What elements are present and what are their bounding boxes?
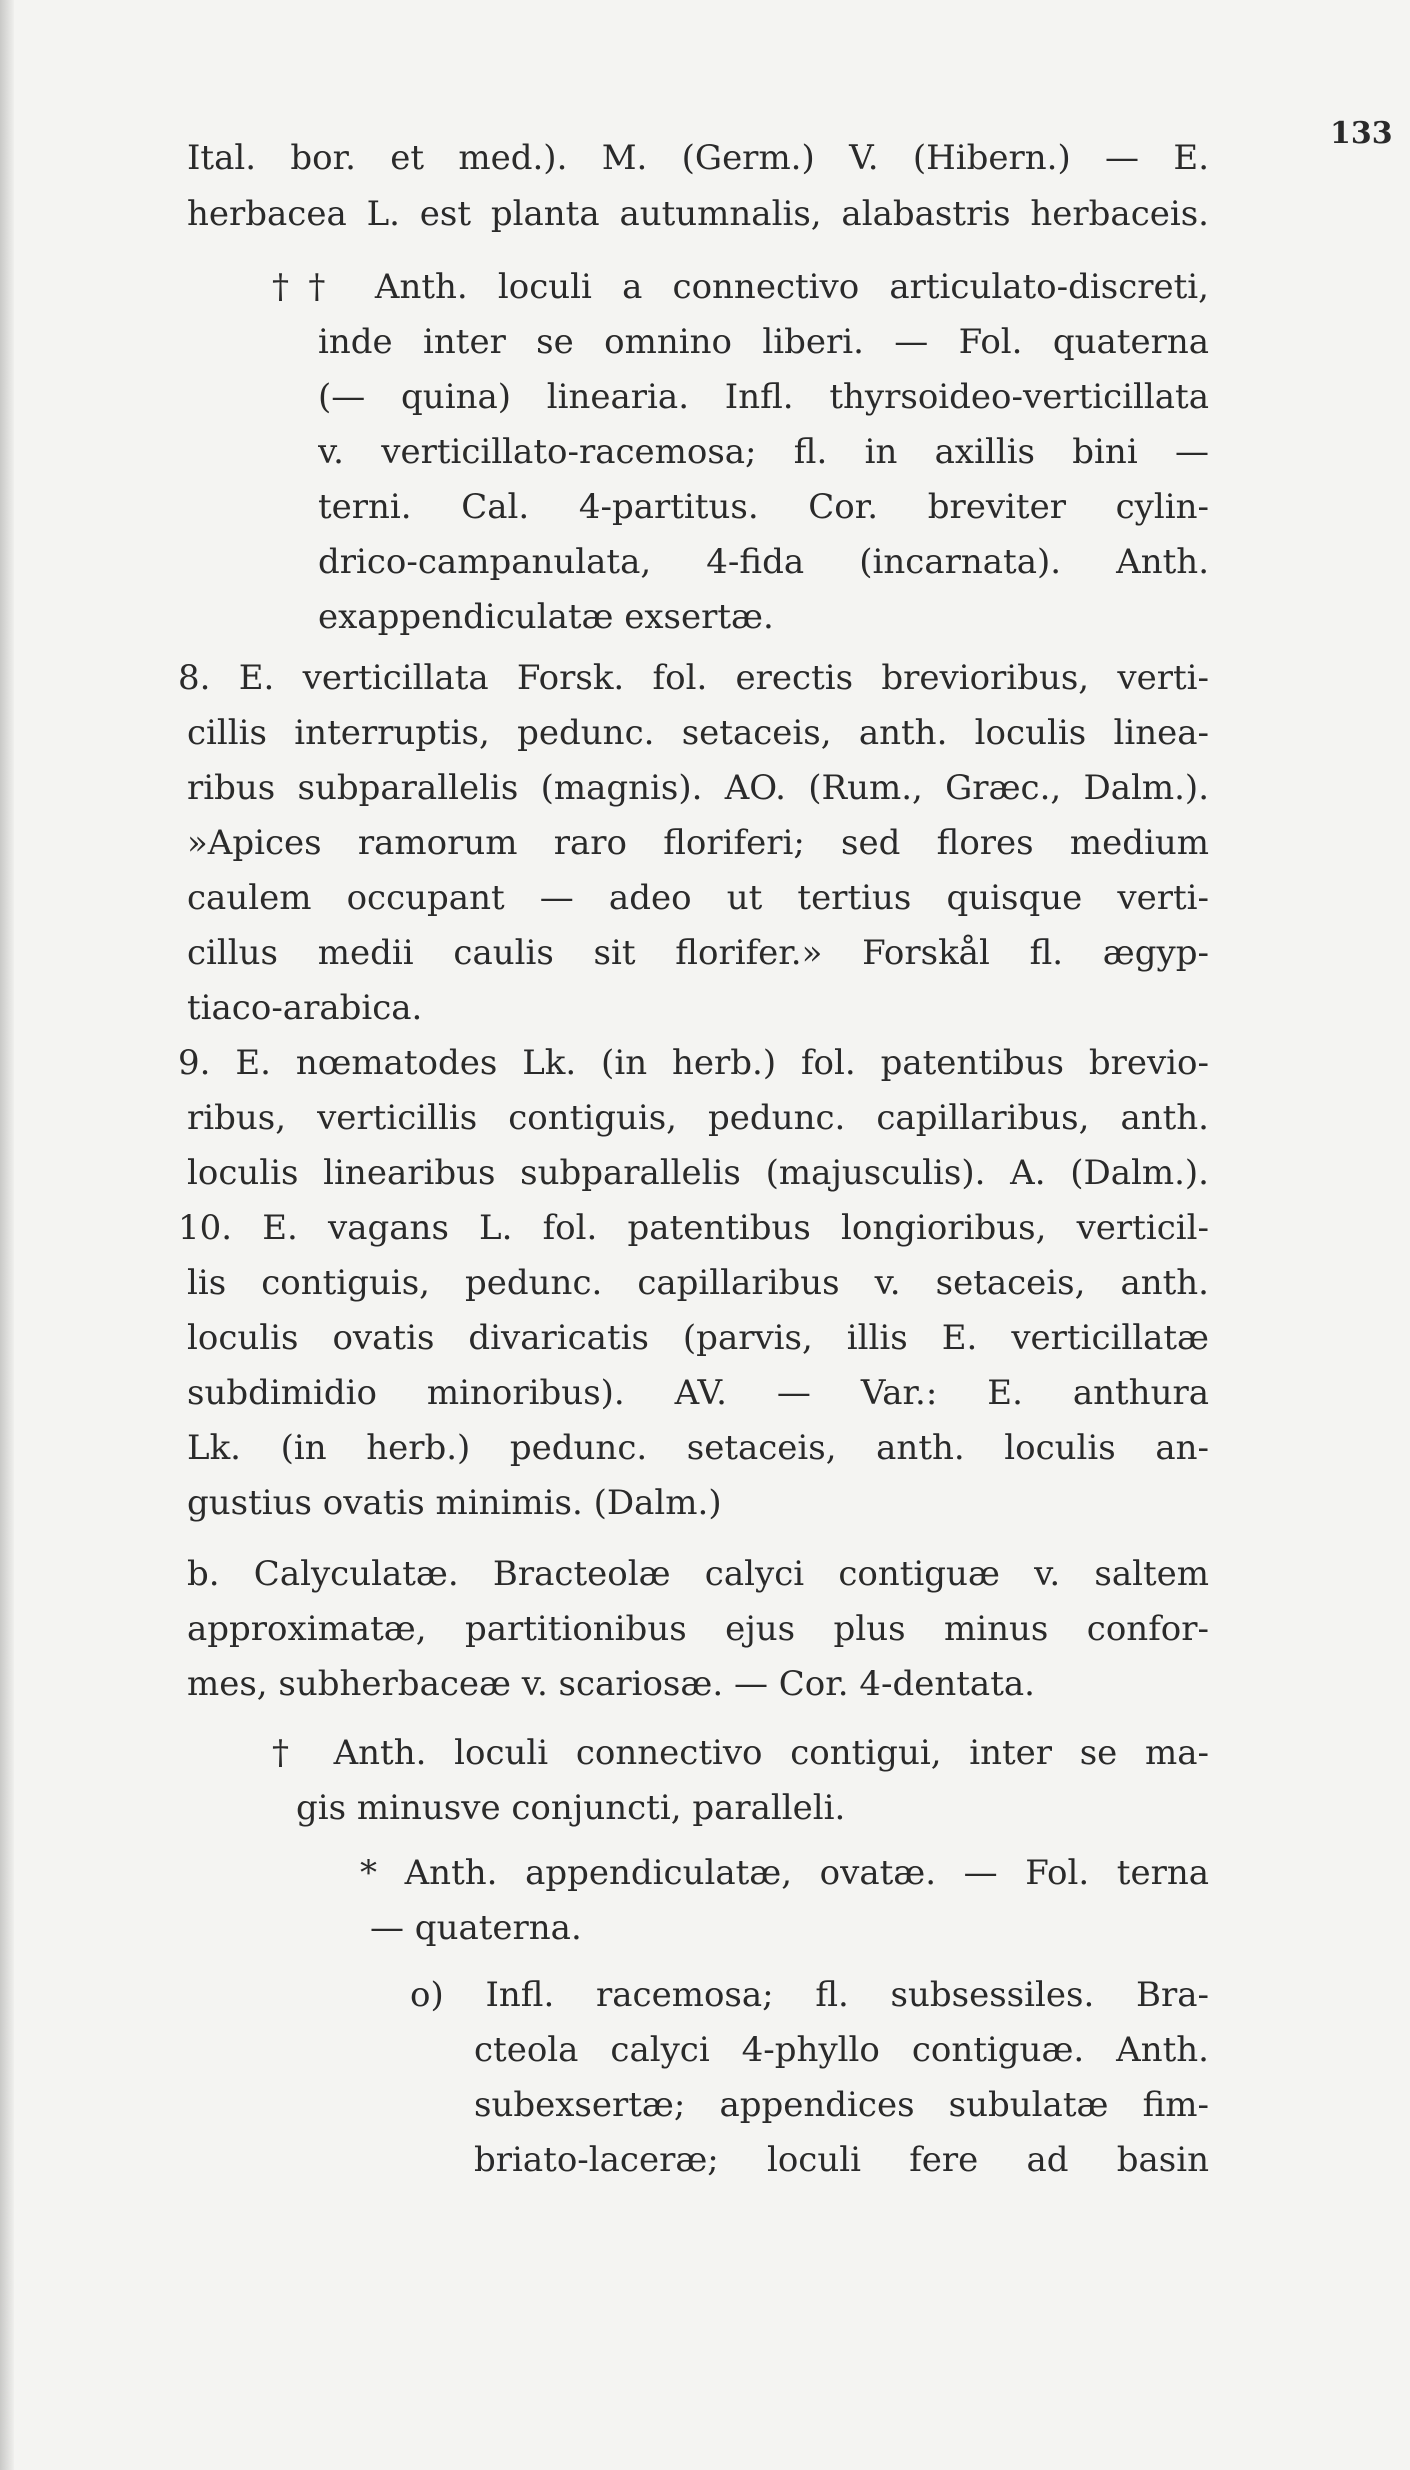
text-line: exappendiculatæ exsertæ. [318,597,774,637]
text-line: ribus subparallelis (magnis). AO. (Rum., Græc., Dalm.). [187,768,1209,808]
text-line: lis contiguis, pedunc. capillaribus v. setaceis, anth. [187,1263,1209,1303]
text-line: approximatæ, partitionibus ejus plus minus confor- [187,1609,1209,1649]
text-line: cteola calyci 4-phyllo contiguæ. Anth. [474,2030,1209,2070]
text-line: 10. E. vagans L. fol. patentibus longioribus, verticil- [178,1208,1209,1248]
text-line: v. verticillato-racemosa; fl. in axillis bini — [318,432,1209,472]
text-line: subdimidio minoribus). AV. — Var.: E. anthura [187,1373,1209,1413]
text-line: subexsertæ; appendices subulatæ fim- [474,2085,1209,2125]
text-line: tiaco-arabica. [187,988,423,1028]
text-line: »Apices ramorum raro floriferi; sed flores medium [187,823,1209,863]
text-line: 9. E. nœmatodes Lk. (in herb.) fol. patentibus brevio- [178,1043,1209,1083]
text-line: loculis ovatis divaricatis (parvis, illis E. verticillatæ [187,1318,1209,1358]
text-line: caulem occupant — adeo ut tertius quisque verti- [187,878,1209,918]
text-line: †† Anth. loculi a connectivo articulato-discreti, [272,267,1209,307]
text-line: † Anth. loculi connectivo contigui, inter se ma- [272,1733,1209,1773]
text-line: mes, subherbaceæ v. scariosæ. — Cor. 4-dentata. [187,1664,1035,1704]
text-line: gis minusve conjuncti, paralleli. [296,1788,846,1828]
text-line: herbacea L. est planta autumnalis, alabastris herbaceis. [187,194,1209,234]
text-line: briato-laceræ; loculi fere ad basin [474,2140,1209,2180]
page-spine-shadow [0,0,14,2470]
text-line: ribus, verticillis contiguis, pedunc. capillaribus, anth. [187,1098,1209,1138]
text-line: o) Infl. racemosa; fl. subsessiles. Bra- [410,1975,1209,2015]
text-line: terni. Cal. 4-partitus. Cor. breviter cylin- [318,487,1209,527]
text-line: b. Calyculatæ. Bracteolæ calyci contiguæ v. saltem [187,1554,1209,1594]
text-line: drico-campanulata, 4-fida (incarnata). Anth. [318,542,1209,582]
text-line: (— quina) linearia. Infl. thyrsoideo-verticillata [318,377,1209,417]
text-line: Lk. (in herb.) pedunc. setaceis, anth. loculis an- [187,1428,1209,1468]
text-line: cillis interruptis, pedunc. setaceis, anth. loculis linea- [187,713,1209,753]
text-line: gustius ovatis minimis. (Dalm.) [187,1483,722,1523]
text-line: inde inter se omnino liberi. — Fol. quaterna [318,322,1209,362]
text-line: * Anth. appendiculatæ, ovatæ. — Fol. terna [360,1853,1209,1893]
text-line: loculis linearibus subparallelis (majusculis). A. (Dalm.). [187,1153,1209,1193]
page-number: 133 [1330,116,1393,151]
text-line: 8. E. verticillata Forsk. fol. erectis brevioribus, verti- [178,658,1209,698]
text-line: cillus medii caulis sit florifer.» Forskål fl. ægyp- [187,933,1209,973]
text-line: — quaterna. [370,1908,582,1948]
text-line: Ital. bor. et med.). M. (Germ.) V. (Hibern.) — E. [187,138,1209,178]
